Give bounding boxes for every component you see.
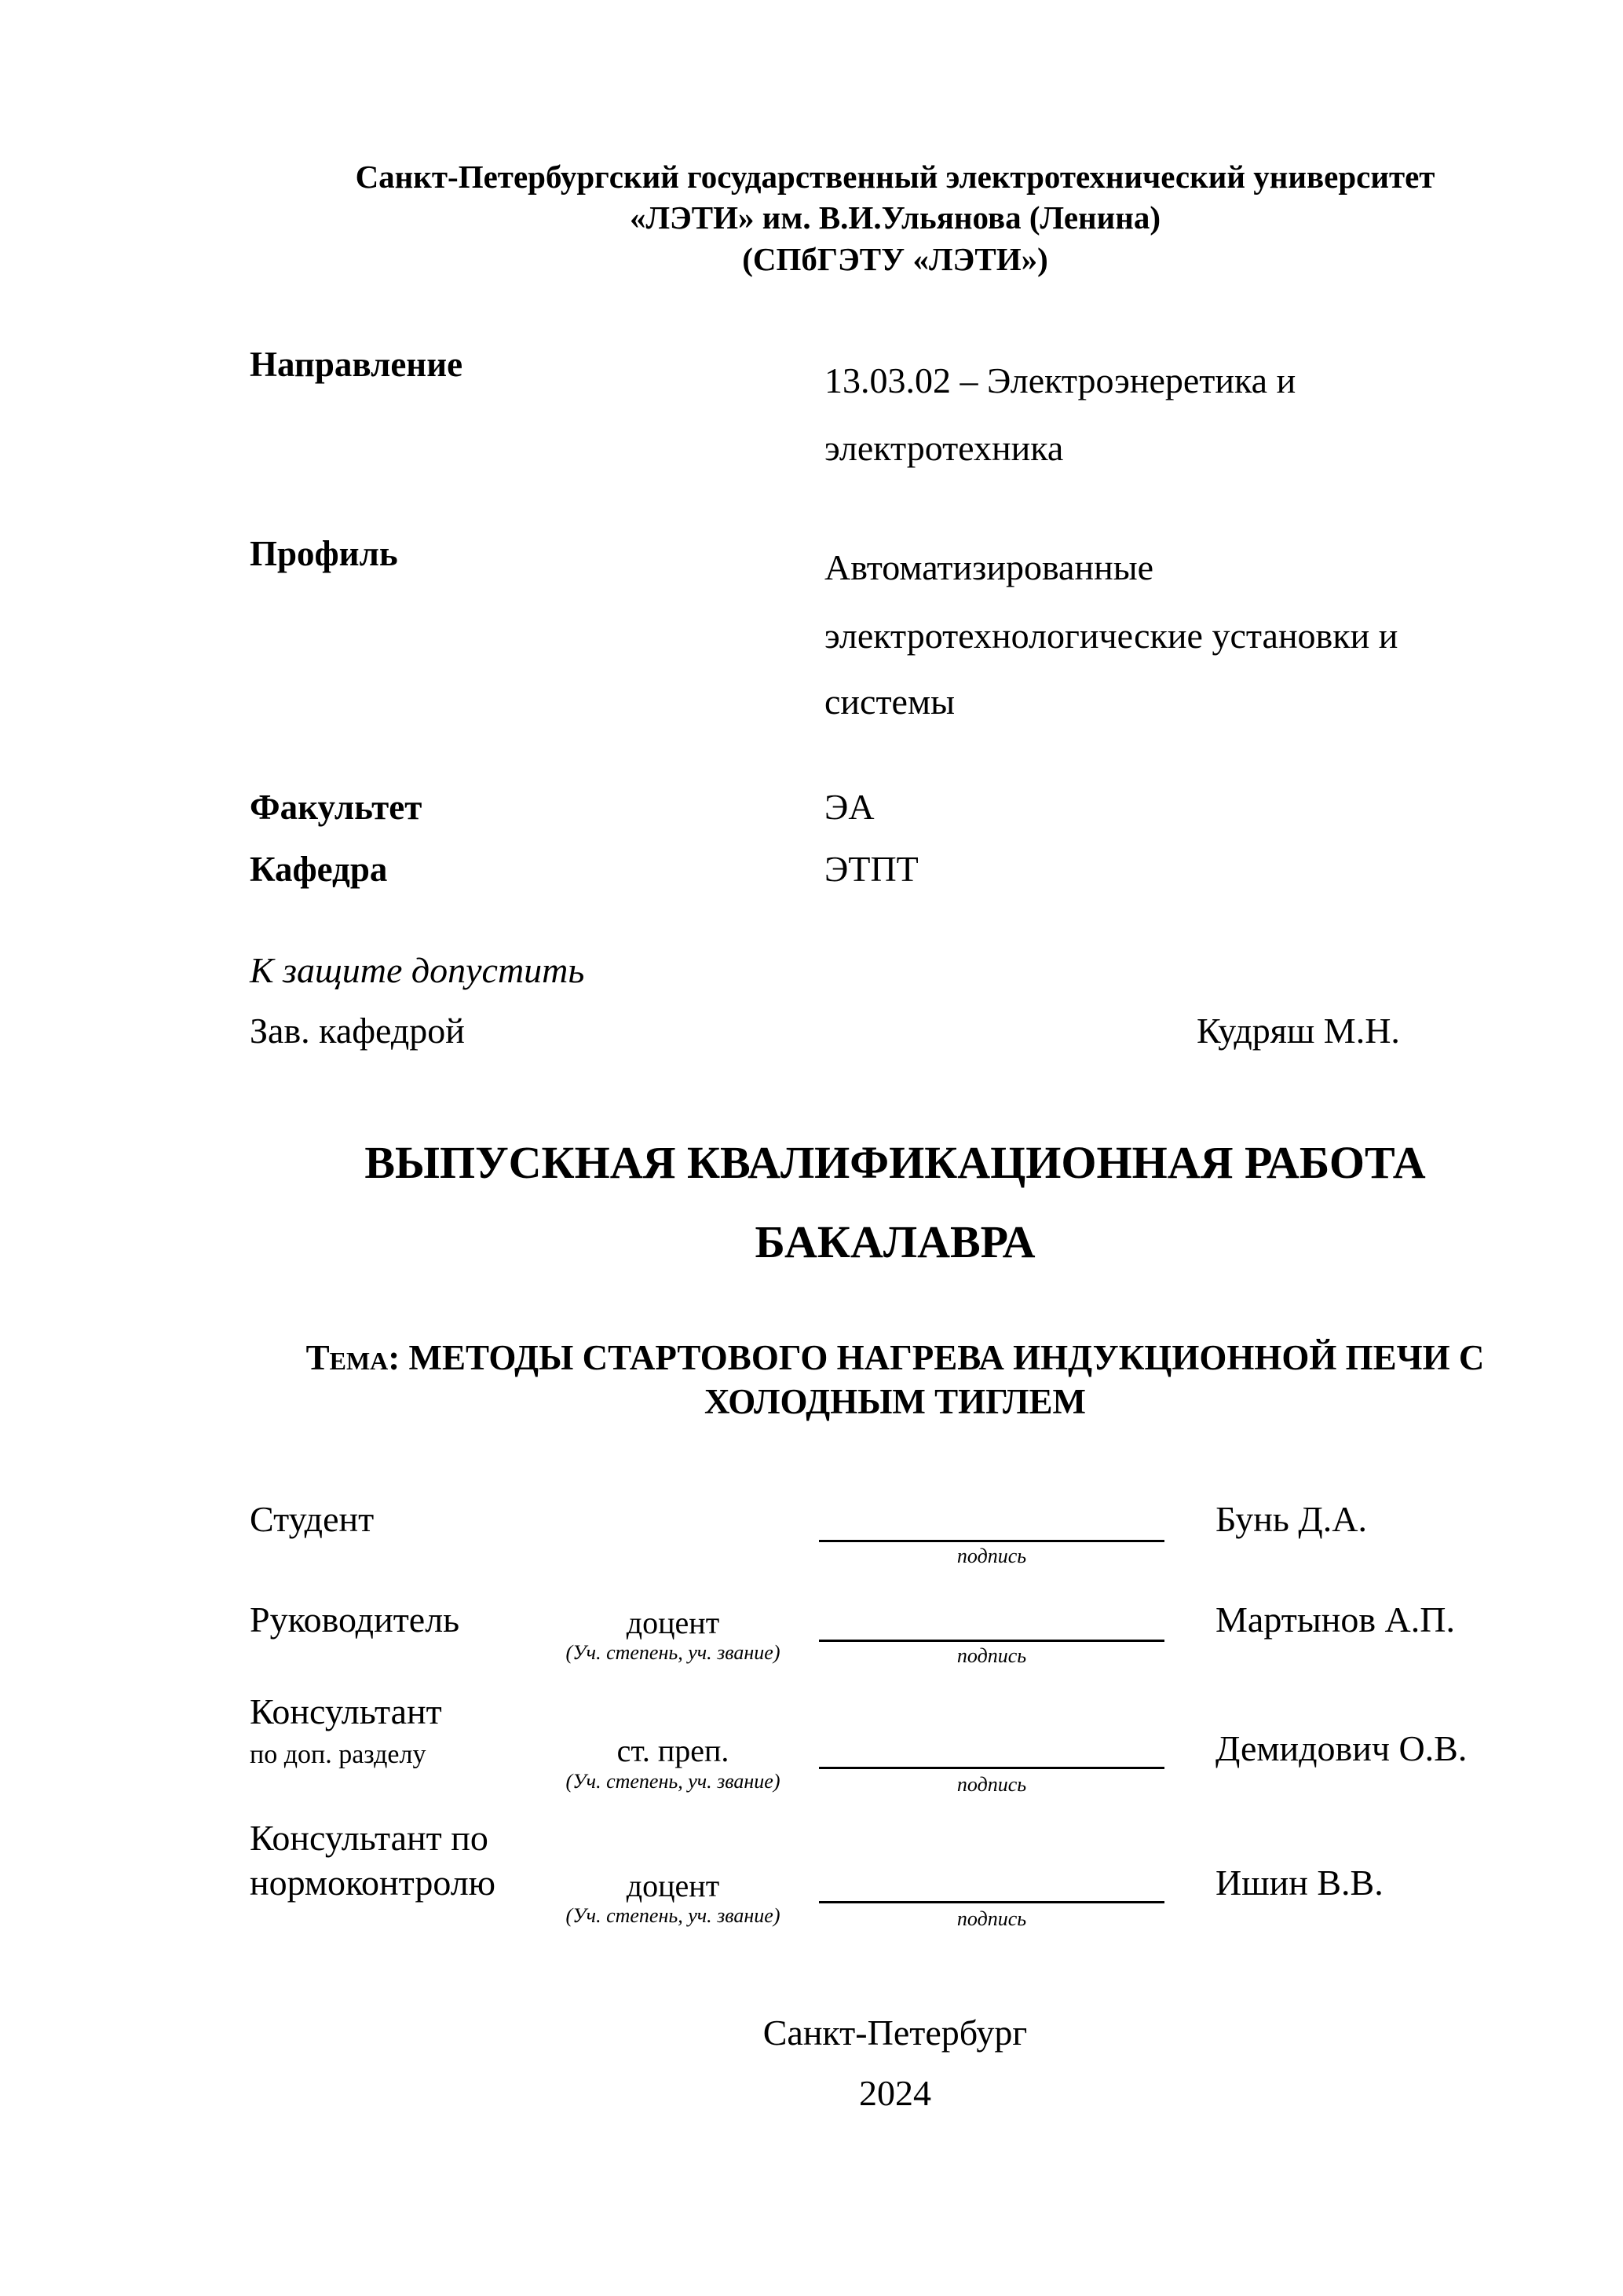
rank-caption: (Уч. степень, уч. звание) <box>565 1904 780 1927</box>
work-title-line2: БАКАЛАВРА <box>755 1216 1036 1267</box>
work-title: ВЫПУСКНАЯ КВАЛИФИКАЦИОННАЯ РАБОТА <box>364 1137 1426 1188</box>
theme-line2: ХОЛОДНЫМ ТИГЛЕМ <box>704 1382 1087 1421</box>
direction-value: 13.03.02 – Электроэнеретика и <box>824 360 1296 400</box>
norm-name: Ишин В.В. <box>1215 1863 1384 1903</box>
rank-caption: (Уч. степень, уч. звание) <box>565 1770 780 1793</box>
consultant-rank: ст. преп. <box>616 1733 729 1768</box>
norm-label: Консультант по <box>250 1818 488 1858</box>
admit-text: К защите допустить <box>250 950 585 990</box>
supervisor-name: Мартынов А.П. <box>1215 1600 1455 1640</box>
student-label: Студент <box>250 1499 375 1539</box>
supervisor-rank: доцент <box>626 1605 720 1640</box>
signature-caption: подпись <box>956 1773 1027 1796</box>
profile-value-cont: электротехнологические установки и <box>824 616 1398 656</box>
signature-caption: подпись <box>956 1644 1027 1667</box>
direction-label: Направление <box>250 345 463 384</box>
year: 2024 <box>859 2073 931 2113</box>
norm-label-cont: нормоконтролю <box>250 1863 496 1903</box>
faculty-value: ЭА <box>824 787 875 827</box>
city: Санкт-Петербург <box>762 2013 1028 2053</box>
university-abbr: (СПбГЭТУ «ЛЭТИ») <box>742 241 1048 277</box>
university-name-line2: «ЛЭТИ» им. В.И.Ульянова (Ленина) <box>629 199 1161 236</box>
direction-value-cont: электротехника <box>824 428 1064 468</box>
consultant-signature-line <box>819 1767 1164 1769</box>
university-name: Санкт-Петербургский государственный электротехнический университет <box>355 159 1435 195</box>
supervisor-label: Руководитель <box>250 1600 460 1640</box>
profile-value-cont2: системы <box>824 682 955 722</box>
student-name: Бунь Д.А. <box>1215 1499 1367 1539</box>
signature-caption: подпись <box>956 1907 1027 1930</box>
norm-signature-line <box>819 1901 1164 1903</box>
consultant-name: Демидович О.В. <box>1215 1728 1468 1768</box>
profile-label: Профиль <box>250 534 398 573</box>
faculty-label: Факультет <box>250 788 422 827</box>
theme-line1 <box>306 1340 1485 1376</box>
theme-prefix: Тема: <box>305 1338 400 1377</box>
consultant-sublabel: по доп. разделу <box>250 1740 426 1769</box>
signature-caption: подпись <box>956 1545 1027 1567</box>
consultant-label: Консультант <box>250 1691 442 1731</box>
supervisor-signature-line <box>819 1640 1164 1642</box>
department-value: ЭТПТ <box>824 849 919 889</box>
theme-text: МЕТОДЫ СТАРТОВОГО НАГРЕВА ИНДУКЦИОННОЙ ПЕЧИ С <box>408 1338 1485 1377</box>
rank-caption: (Уч. степень, уч. звание) <box>565 1641 780 1664</box>
head-label: Зав. кафедрой <box>250 1011 465 1051</box>
norm-rank: доцент <box>626 1868 720 1903</box>
department-label: Кафедра <box>250 850 388 889</box>
student-signature-line <box>819 1540 1164 1542</box>
head-name: Кудряш М.Н. <box>1197 1011 1400 1051</box>
profile-value: Автоматизированные <box>824 547 1154 587</box>
